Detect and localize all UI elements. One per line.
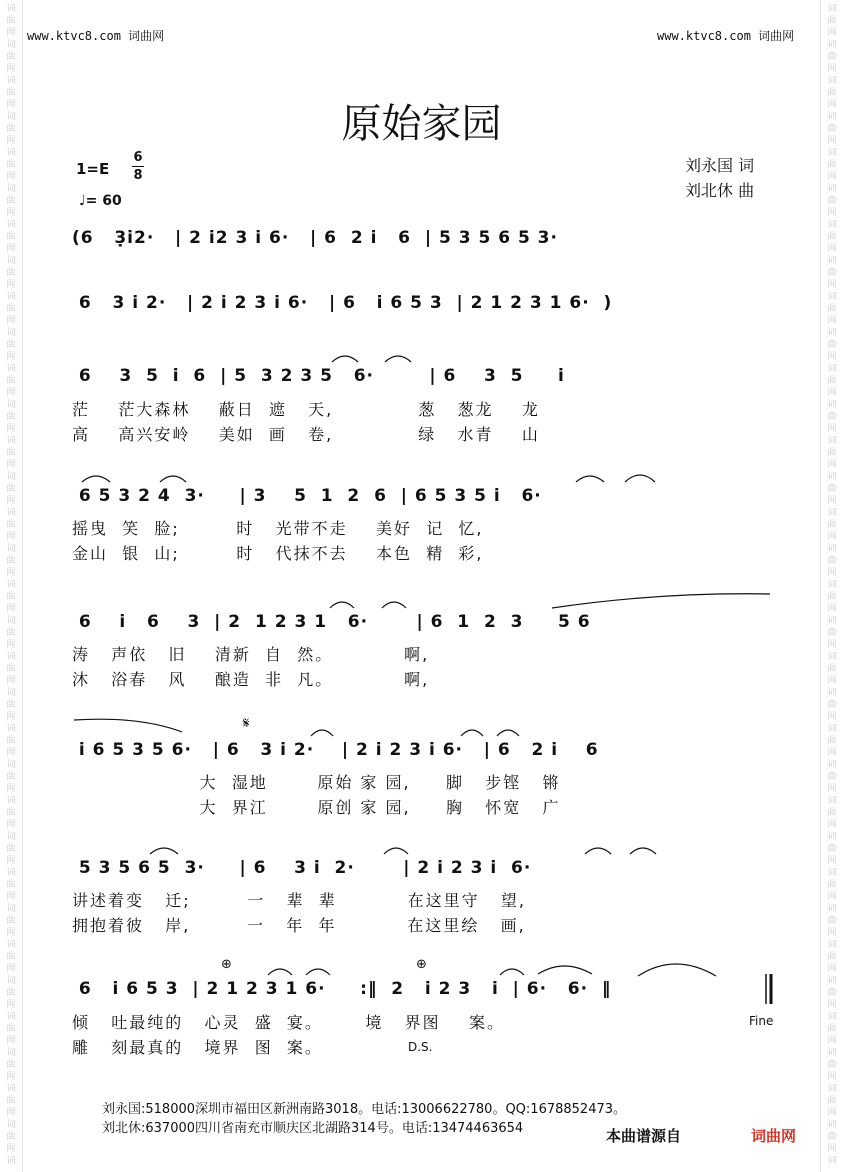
slur <box>311 730 333 736</box>
watermark-glyph: 网 <box>6 1000 16 1010</box>
watermark-glyph: 曲 <box>827 304 837 314</box>
composer-credit: 刘北休 曲 <box>685 181 755 200</box>
watermark-glyph: 曲 <box>827 916 837 926</box>
lyric-line-5b: 沐 浴春 风 酿造 非 凡。 啊, <box>72 670 430 689</box>
composer-contact: 刘北休:637000四川省南充市顺庆区北湖路314号。电话:13474463654 <box>102 1121 524 1136</box>
tempo-mark: ♩= 60 <box>79 193 122 209</box>
watermark-glyph: 词 <box>6 724 16 734</box>
notation-line-7: 5 3 5 6 5 3· | 6 3 i 2· | 2 i 2 3 i 6· <box>72 858 532 878</box>
watermark-glyph: 曲 <box>827 952 837 962</box>
watermark-glyph: 曲 <box>827 1096 837 1106</box>
meter-bottom: 8 <box>133 168 143 183</box>
watermark-glyph: 词 <box>827 868 837 878</box>
lyric-line-4a: 摇曳 笑 脸; 时 光带不走 美好 记 忆, <box>72 519 484 538</box>
watermark-glyph: 网 <box>6 496 16 506</box>
watermark-glyph: 词 <box>827 112 837 122</box>
lyric-line-7b: 拥抱着彼 岸, 一 年 年 在这里绘 画, <box>72 916 526 935</box>
watermark-glyph: 网 <box>827 388 837 398</box>
slur <box>382 602 406 608</box>
slur <box>500 969 524 975</box>
watermark-glyph: 曲 <box>827 160 837 170</box>
watermark-glyph: 曲 <box>827 556 837 566</box>
watermark-glyph: 曲 <box>6 952 16 962</box>
watermark-glyph: 曲 <box>827 664 837 674</box>
watermark-glyph: 网 <box>6 712 16 722</box>
site-url-right[interactable]: www.ktvc8.com 词曲网 <box>657 29 795 43</box>
watermark-glyph: 曲 <box>827 16 837 26</box>
watermark-glyph: 曲 <box>6 268 16 278</box>
watermark-glyph: 曲 <box>6 628 16 638</box>
watermark-glyph: 词 <box>827 580 837 590</box>
watermark-glyph: 网 <box>6 1144 16 1154</box>
watermark-glyph: 词 <box>827 1156 837 1166</box>
slur <box>384 848 408 854</box>
watermark-glyph: 曲 <box>6 988 16 998</box>
segno-sign: 𝄋 <box>243 714 250 732</box>
watermark-glyph: 网 <box>6 640 16 650</box>
watermark-glyph: 曲 <box>827 700 837 710</box>
watermark-glyph: 词 <box>827 1048 837 1058</box>
watermark-glyph: 词 <box>6 580 16 590</box>
coda-sign-2: ⊕ <box>416 957 427 972</box>
watermark-glyph: 词 <box>6 940 16 950</box>
slur <box>268 969 292 975</box>
watermark-glyph: 词 <box>6 976 16 986</box>
watermark-glyph: 词 <box>6 868 16 878</box>
watermark-glyph: 网 <box>827 1000 837 1010</box>
watermark-glyph: 曲 <box>827 196 837 206</box>
watermark-glyph: 词 <box>6 184 16 194</box>
watermark-glyph: 网 <box>827 568 837 578</box>
watermark-glyph: 网 <box>827 100 837 110</box>
watermark-glyph: 曲 <box>6 808 16 818</box>
watermark-glyph: 网 <box>827 460 837 470</box>
watermark-glyph: 曲 <box>827 376 837 386</box>
watermark-glyph: 网 <box>6 1108 16 1118</box>
watermark-glyph: 网 <box>827 316 837 326</box>
notation-line-1: (6 3̣i2· | 2 i2 3 i 6· | 6 2 i 6 | 5 3 5 6 5 3· <box>72 228 558 248</box>
watermark-glyph: 曲 <box>827 340 837 350</box>
phrase-arc <box>538 966 592 974</box>
watermark-glyph: 网 <box>827 496 837 506</box>
watermark-glyph: 曲 <box>827 772 837 782</box>
notation-line-4: 6 5 3 2 4 3· | 3 5 1 2 6 | 6 5 3 5 i 6· <box>72 486 542 506</box>
watermark-glyph: 曲 <box>827 124 837 134</box>
lyric-line-3a: 茫 茫大森林 蔽日 遮 天, 葱 葱龙 龙 <box>72 400 540 419</box>
watermark-glyph: 曲 <box>6 412 16 422</box>
watermark-glyph: 曲 <box>6 556 16 566</box>
lyricist-contact: 刘永国:518000深圳市福田区新洲南路3018。电话:13006622780。QQ:1678852473。 <box>102 1102 627 1117</box>
watermark-glyph: 曲 <box>6 160 16 170</box>
watermark-glyph: 曲 <box>827 52 837 62</box>
watermark-glyph: 词 <box>6 796 16 806</box>
slur <box>385 356 411 362</box>
watermark-glyph: 曲 <box>6 448 16 458</box>
watermark-glyph: 曲 <box>6 520 16 530</box>
watermark-glyph: 网 <box>827 280 837 290</box>
watermark-glyph: 曲 <box>6 1096 16 1106</box>
watermark-glyph: 网 <box>827 1144 837 1154</box>
watermark-glyph: 曲 <box>827 484 837 494</box>
watermark-glyph: 网 <box>827 1036 837 1046</box>
watermark-glyph: 词 <box>6 1156 16 1166</box>
watermark-glyph: 曲 <box>827 988 837 998</box>
watermark-glyph: 网 <box>827 244 837 254</box>
watermark-glyph: 网 <box>827 1108 837 1118</box>
lyric-line-5a: 涛 声依 旧 清新 自 然。 啊, <box>72 645 430 664</box>
slur <box>332 356 358 362</box>
slur <box>306 969 330 975</box>
watermark-glyph: 词 <box>827 724 837 734</box>
watermark-glyph: 网 <box>6 208 16 218</box>
watermark-glyph: 曲 <box>6 844 16 854</box>
watermark-glyph: 曲 <box>6 664 16 674</box>
watermark-glyph: 网 <box>6 532 16 542</box>
watermark-glyph: 网 <box>827 856 837 866</box>
slur <box>150 848 178 854</box>
watermark-glyph: 网 <box>827 964 837 974</box>
watermark-glyph: 词 <box>6 400 16 410</box>
watermark-glyph: 网 <box>6 820 16 830</box>
watermark-glyph: 词 <box>827 652 837 662</box>
watermark-glyph: 词 <box>827 364 837 374</box>
song-title: 原始家园 <box>341 101 502 147</box>
watermark-glyph: 曲 <box>6 736 16 746</box>
notation-line-6: i 6 5 3 5 6· | 6 3 i 2· | 2 i 2 3 i 6· | 6 2 i 6 <box>72 740 599 760</box>
watermark-glyph: 网 <box>827 28 837 38</box>
watermark-glyph: 曲 <box>827 1024 837 1034</box>
watermark-glyph: 曲 <box>6 16 16 26</box>
watermark-glyph: 曲 <box>827 592 837 602</box>
watermark-glyph: 词 <box>6 832 16 842</box>
watermark-glyph: 曲 <box>6 700 16 710</box>
watermark-glyph: 词 <box>827 292 837 302</box>
watermark-glyph: 曲 <box>827 520 837 530</box>
watermark-glyph: 网 <box>827 928 837 938</box>
watermark-glyph: 网 <box>6 1072 16 1082</box>
source-label: 本曲谱源自 <box>606 1127 682 1145</box>
phrase-arc <box>638 964 716 976</box>
watermark-glyph: 网 <box>6 928 16 938</box>
watermark-glyph: 网 <box>6 748 16 758</box>
watermark-glyph: 网 <box>6 388 16 398</box>
watermark-glyph: 词 <box>6 904 16 914</box>
slur <box>160 476 186 482</box>
watermark-glyph: 网 <box>827 712 837 722</box>
watermark-glyph: 词 <box>6 220 16 230</box>
watermark-glyph: 词 <box>827 436 837 446</box>
notation-line-8: 6 i 6 5 3 | 2 1 2 3 1 6· :‖ 2 i 2 3 i | 6· 6· ‖ <box>72 979 612 999</box>
watermark-glyph: 词 <box>827 472 837 482</box>
lyric-line-6a: 大 湿地 原始 家 园, 脚 步铿 锵 <box>72 773 561 792</box>
watermark-glyph: 曲 <box>827 736 837 746</box>
watermark-glyph: 词 <box>827 688 837 698</box>
watermark-glyph: 曲 <box>827 808 837 818</box>
watermark-glyph: 词 <box>6 76 16 86</box>
watermark-glyph: 网 <box>827 172 837 182</box>
watermark-glyph: 词 <box>6 436 16 446</box>
watermark-glyph: 曲 <box>6 52 16 62</box>
slur <box>576 476 604 482</box>
watermark-glyph: 曲 <box>6 1060 16 1070</box>
watermark-glyph: 词 <box>827 832 837 842</box>
watermark-glyph: 词 <box>827 616 837 626</box>
watermark-glyph: 词 <box>6 688 16 698</box>
notation-line-5: 6 i 6 3 | 2 1 2 3 1 6· | 6 1 2 3 5 6 <box>72 612 591 632</box>
watermark-glyph: 网 <box>6 280 16 290</box>
watermark-glyph: 词 <box>827 1012 837 1022</box>
watermark-glyph: 曲 <box>6 304 16 314</box>
watermark-glyph: 曲 <box>827 844 837 854</box>
watermark-glyph: 词 <box>827 76 837 86</box>
watermark-glyph: 网 <box>827 208 837 218</box>
watermark-glyph: 曲 <box>827 268 837 278</box>
watermark-glyph: 曲 <box>6 376 16 386</box>
watermark-glyph: 词 <box>6 1120 16 1130</box>
watermark-glyph: 网 <box>6 604 16 614</box>
watermark-glyph: 曲 <box>6 772 16 782</box>
watermark-glyph: 网 <box>827 820 837 830</box>
coda-sign-1: ⊕ <box>221 957 232 972</box>
watermark-glyph: 网 <box>827 640 837 650</box>
watermark-glyph: 曲 <box>827 628 837 638</box>
watermark-glyph: 曲 <box>827 88 837 98</box>
watermark-glyph: 词 <box>827 184 837 194</box>
watermark-glyph: 曲 <box>827 412 837 422</box>
watermark-glyph: 词 <box>827 400 837 410</box>
watermark-glyph: 网 <box>6 172 16 182</box>
watermark-glyph: 曲 <box>827 448 837 458</box>
watermark-glyph: 词 <box>827 256 837 266</box>
key-signature: 1=E <box>76 160 110 178</box>
watermark-glyph: 词 <box>6 40 16 50</box>
slur <box>330 602 354 608</box>
slur <box>630 848 656 854</box>
watermark-glyph: 词 <box>6 256 16 266</box>
notation-line-3: 6 3 5 i 6 | 5 3 2 3 5 6· | 6 3 5 i <box>72 366 565 386</box>
watermark-glyph: 曲 <box>6 1132 16 1142</box>
lyricist-credit: 刘永国 词 <box>685 156 755 175</box>
time-signature <box>132 150 144 183</box>
lyric-line-7a: 讲述着变 迁; 一 辈 辈 在这里守 望, <box>72 891 526 910</box>
watermark-glyph: 词 <box>827 40 837 50</box>
watermark-glyph: 网 <box>6 856 16 866</box>
phrase-arc <box>74 719 182 732</box>
lyric-line-4b: 金山 银 山; 时 代抹不去 本色 精 彩, <box>72 544 484 563</box>
watermark-glyph: 词 <box>827 544 837 554</box>
watermark-glyph: 曲 <box>6 1024 16 1034</box>
watermark-glyph: 曲 <box>6 484 16 494</box>
watermark-glyph: 词 <box>827 328 837 338</box>
watermark-glyph: 网 <box>6 136 16 146</box>
site-url-left[interactable]: www.ktvc8.com 词曲网 <box>27 29 165 43</box>
watermark-glyph: 词 <box>6 1084 16 1094</box>
watermark-glyph: 曲 <box>6 232 16 242</box>
watermark-glyph: 网 <box>6 424 16 434</box>
watermark-glyph: 词 <box>827 1084 837 1094</box>
watermark-glyph: 网 <box>6 100 16 110</box>
watermark-glyph: 词 <box>6 328 16 338</box>
watermark-glyph: 网 <box>6 784 16 794</box>
notation-line-2: 6 3 i 2· | 2 i 2 3 i 6· | 6 i 6 5 3 | 2 1 2 3 1 6· ) <box>72 293 613 313</box>
source-site-link[interactable]: 词曲网 <box>751 1127 797 1145</box>
lyric-line-3b: 高 高兴安岭 美如 画 卷, 绿 水青 山 <box>72 425 540 444</box>
right-watermark-strip <box>820 0 843 1172</box>
watermark-glyph: 网 <box>827 604 837 614</box>
watermark-glyph: 曲 <box>6 88 16 98</box>
watermark-glyph: 网 <box>6 244 16 254</box>
watermark-glyph: 词 <box>827 796 837 806</box>
watermark-glyph: 网 <box>6 460 16 470</box>
watermark-glyph: 曲 <box>827 880 837 890</box>
watermark-glyph: 网 <box>6 64 16 74</box>
watermark-glyph: 词 <box>6 148 16 158</box>
lyric-line-6b: 大 界江 原创 家 园, 胸 怀宽 广 <box>72 798 561 817</box>
phrase-arc <box>552 594 770 608</box>
watermark-glyph: 曲 <box>827 1132 837 1142</box>
watermark-glyph: 词 <box>6 616 16 626</box>
watermark-glyph: 曲 <box>6 916 16 926</box>
watermark-glyph: 词 <box>827 508 837 518</box>
watermark-glyph: 网 <box>6 676 16 686</box>
watermark-glyph: 词 <box>827 4 837 14</box>
watermark-glyph: 网 <box>6 1036 16 1046</box>
watermark-glyph: 网 <box>827 424 837 434</box>
watermark-glyph: 词 <box>827 940 837 950</box>
watermark-glyph: 词 <box>6 1048 16 1058</box>
watermark-glyph: 曲 <box>6 880 16 890</box>
watermark-glyph: 曲 <box>827 1060 837 1070</box>
watermark-glyph: 网 <box>827 676 837 686</box>
watermark-glyph: 词 <box>6 292 16 302</box>
watermark-glyph: 网 <box>827 892 837 902</box>
watermark-glyph: 曲 <box>6 196 16 206</box>
lyric-line-8b: 雕 刻最真的 境界 图 案。 <box>72 1038 323 1057</box>
ds-marking: D.S. <box>408 1040 433 1054</box>
watermark-glyph: 词 <box>6 1012 16 1022</box>
watermark-glyph: 网 <box>827 1072 837 1082</box>
watermark-glyph: 网 <box>6 28 16 38</box>
lyric-line-8a: 倾 吐最纯的 心灵 盛 宴。 境 界图 案。 <box>72 1013 505 1032</box>
watermark-glyph: 词 <box>827 220 837 230</box>
watermark-glyph: 词 <box>827 976 837 986</box>
watermark-glyph: 词 <box>6 4 16 14</box>
watermark-glyph: 词 <box>6 760 16 770</box>
watermark-glyph: 词 <box>6 544 16 554</box>
watermark-glyph: 词 <box>6 508 16 518</box>
meter-top: 6 <box>133 150 143 165</box>
watermark-glyph: 网 <box>827 136 837 146</box>
watermark-glyph: 词 <box>827 148 837 158</box>
slur <box>625 475 655 482</box>
watermark-glyph: 词 <box>827 1120 837 1130</box>
slur <box>497 730 519 736</box>
watermark-glyph: 网 <box>6 892 16 902</box>
watermark-glyph: 词 <box>6 364 16 374</box>
watermark-glyph: 网 <box>827 784 837 794</box>
watermark-glyph: 词 <box>6 112 16 122</box>
watermark-glyph: 网 <box>6 568 16 578</box>
left-watermark-strip <box>0 0 23 1172</box>
watermark-glyph: 网 <box>6 964 16 974</box>
watermark-glyph: 网 <box>827 352 837 362</box>
watermark-glyph: 曲 <box>827 232 837 242</box>
watermark-glyph: 曲 <box>6 340 16 350</box>
watermark-glyph: 词 <box>6 472 16 482</box>
slur <box>82 476 110 482</box>
watermark-glyph: 网 <box>6 316 16 326</box>
watermark-glyph: 词 <box>827 760 837 770</box>
watermark-glyph: 网 <box>827 64 837 74</box>
slur <box>461 730 483 736</box>
watermark-glyph: 网 <box>6 352 16 362</box>
watermark-glyph: 词 <box>827 904 837 914</box>
watermark-glyph: 曲 <box>6 592 16 602</box>
watermark-glyph: 网 <box>827 748 837 758</box>
fine-marking: Fine <box>749 1014 774 1028</box>
slur <box>585 848 611 854</box>
watermark-glyph: 曲 <box>6 124 16 134</box>
watermark-glyph: 词 <box>6 652 16 662</box>
watermark-glyph: 网 <box>827 532 837 542</box>
